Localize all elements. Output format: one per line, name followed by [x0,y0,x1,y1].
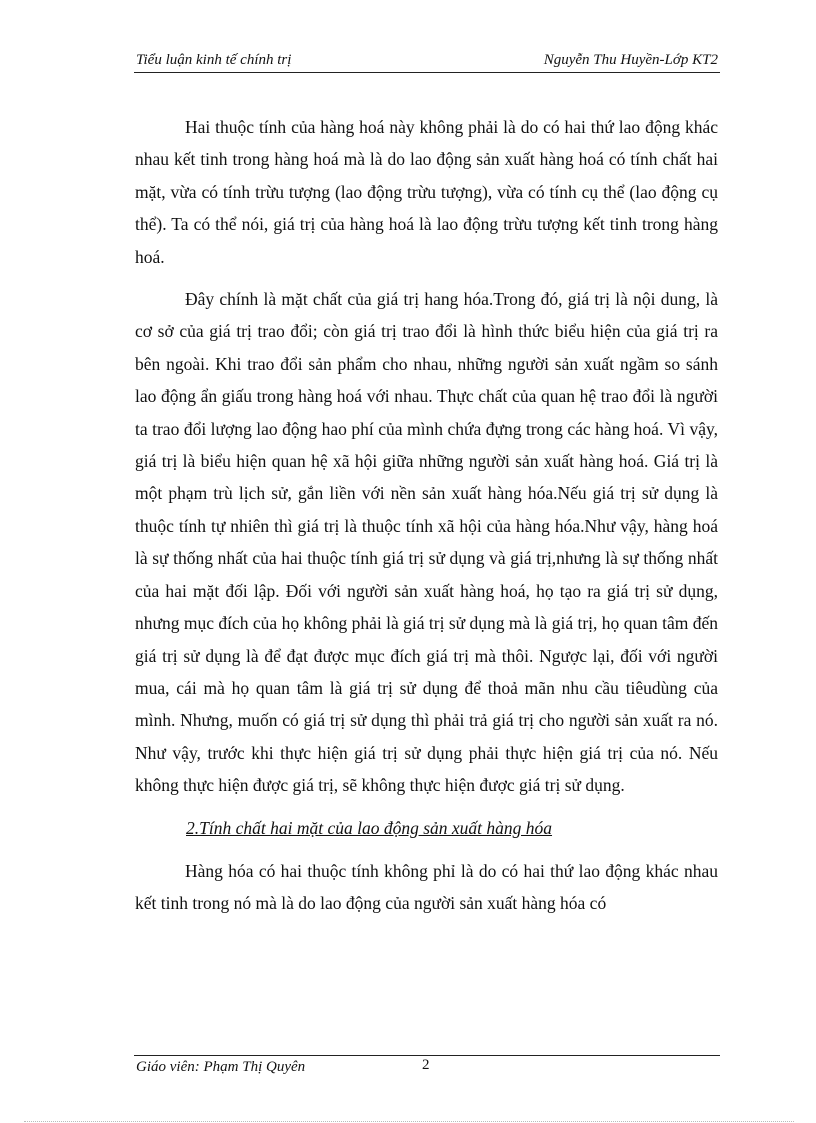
page-header [134,50,720,73]
footer-teacher: Giáo viên: Phạm Thị Quyên [136,1059,306,1075]
page-bottom-edge [24,1121,794,1122]
paragraph-value-quality: Đây chính là mặt chất của giá trị hang hóa.Trong đó, giá trị là nội dung, là cơ sở của giá trị trao đổi; còn giá trị trao đổi là hình thức biểu hiện của giá trị ra bên ngoài. Khi trao đổi sản phẩm cho nhau, những người sản xuất ngầm so sánh lao động ẩn giấu trong hàng hoá với nhau. Thực chất của quan hệ trao đổi là người ta trao đổi lượng lao động hao phí của mình chứa đựng trong các hàng hoá. Vì vậy, giá trị là biểu hiện quan hệ xã hội giữa những người sản xuất hàng hoá. Giá trị là một phạm trù lịch sử, gắn liền với nền sản xuất hàng hóa.Nếu giá trị sử dụng là thuộc tính tự nhiên thì giá trị là thuộc tính xã hội của hàng hóa.Như vậy, hàng hoá là sự thống nhất của hai thuộc tính giá trị sử dụng và giá trị,nhưng là sự thống nhất của hai mặt đối lập. Đối với người sản xuất hàng hoá, họ tạo ra giá trị sử dụng, nhưng mục đích của họ không phải là giá trị sử dụng mà là giá trị, họ quan tâm đến giá trị sử dụng là để đạt được mục đích giá trị mà thôi. Ngược lại, đối với người mua, cái mà họ quan tâm là giá trị sử dụng để thoả mãn nhu cầu tiêudùng của mình. Nhưng, muốn có giá trị sử dụng thì phải trả giá trị cho người sản xuất ra nó. Như vậy, trước khi thực hiện giá trị sử dụng phải thực hiện giá trị của nó. Nếu không thực hiện được giá trị, sẽ không thực hiện được giá trị sử dụng. [135,289,718,796]
section-heading: 2.Tính chất hai mặt của lao động sản xuất hàng hóa [186,817,553,838]
page-footer [134,1055,720,1080]
page-number: 2 [422,1057,430,1073]
header-document-title: Tiểu luận kinh tế chính trị [136,52,292,68]
paragraph-two-attributes: Hai thuộc tính của hàng hoá này không phải là do có hai thứ lao động khác nhau kết tinh trong hàng hoá mà là do lao động sản xuất hàng hoá có tính chất hai mặt, vừa có tính trừu tượng (lao động trừu tượng), vừa có tính cụ thể (lao động cụ thể). Ta có thể nói, giá trị của hàng hoá là lao động trừu tượng kết tinh trong hàng hoá. [135,117,718,267]
paragraph-commodity-attributes: Hàng hóa có hai thuộc tính không phỉ là do có hai thứ lao động khác nhau kết tinh trong nó mà là do lao động của người sản xuất hàng hóa có [135,860,718,913]
header-author: Nguyễn Thu Huyền-Lớp KT2 [543,52,718,68]
document-body [135,111,718,929]
